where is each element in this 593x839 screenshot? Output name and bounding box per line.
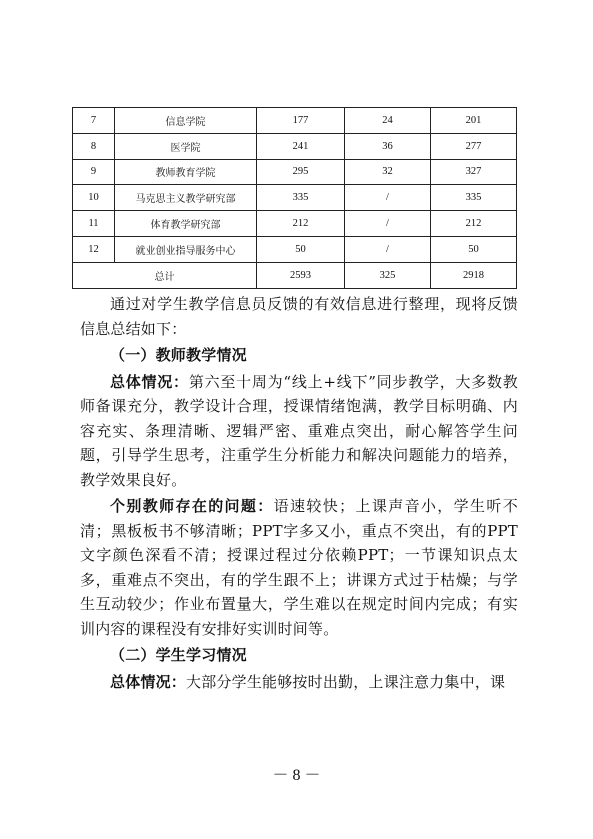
- count-total: 212: [431, 211, 517, 237]
- table-total-row: [73, 262, 517, 288]
- count-b: /: [345, 185, 431, 211]
- table-row: [73, 108, 517, 134]
- count-total: 50: [431, 236, 517, 262]
- row-number: 8: [73, 133, 115, 159]
- count-total: 327: [431, 159, 517, 185]
- intro-paragraph: 通过对学生教学信息员反馈的有效信息进行整理，现将反馈信息总结如下：: [80, 295, 518, 338]
- table-row: [73, 185, 517, 211]
- department-name: 马克思主义教学研究部: [115, 185, 257, 211]
- overall-text: 大部分学生能够按时出勤，上课注意力集中，课: [186, 672, 506, 691]
- teaching-overall-paragraph: [80, 370, 518, 493]
- count-b: /: [345, 236, 431, 262]
- overall-label: 总体情况：: [110, 672, 187, 691]
- count-total: 201: [431, 108, 517, 134]
- row-number: 12: [73, 236, 115, 262]
- count-b: 32: [345, 159, 431, 185]
- total-c: 2918: [431, 262, 517, 288]
- department-name: 教师教育学院: [115, 159, 257, 185]
- table-row: [73, 211, 517, 237]
- problems-label: 个别教师存在的问题：: [110, 497, 274, 515]
- overall-label: 总体情况：: [110, 372, 189, 391]
- teaching-problems-paragraph: [80, 494, 518, 641]
- count-b: 24: [345, 108, 431, 134]
- total-b: 325: [345, 262, 431, 288]
- count-b: 36: [345, 133, 431, 159]
- document-body: [80, 292, 518, 694]
- count-a: 335: [257, 185, 345, 211]
- department-name: 医学院: [115, 133, 257, 159]
- row-number: 10: [73, 185, 115, 211]
- total-label: 总计: [73, 262, 257, 288]
- department-name: 就业创业指导服务中心: [115, 236, 257, 262]
- row-number: 7: [73, 108, 115, 134]
- section-heading-learning: （二）学生学习情况: [110, 646, 247, 664]
- table-row: [73, 133, 517, 159]
- count-a: 50: [257, 236, 345, 262]
- department-name: 体育教学研究部: [115, 211, 257, 237]
- department-name: 信息学院: [115, 108, 257, 134]
- count-total: 277: [431, 133, 517, 159]
- learning-overall-paragraph: [80, 670, 518, 695]
- row-number: 9: [73, 159, 115, 185]
- section-heading-teaching: （一）教师教学情况: [110, 346, 247, 364]
- table-row: [73, 236, 517, 262]
- problems-text: 语速较快；上课声音小，学生听不清；黑板板书不够清晰；PPT字多又小，重点不突出，有的PPT文字颜色深看不清；授课过程过分依赖PPT；一节课知识点太多，重难点不突出，有的学生跟不上；讲课方式过于枯燥；与学生互动较少；作业布置量大，学生难以在规定时间内完成；有实训内容的课程没有安排好实训时间等。: [80, 497, 518, 638]
- row-number: 11: [73, 211, 115, 237]
- count-a: 295: [257, 159, 345, 185]
- overall-text: 第六至十周为“线上+线下”同步教学，大多数教师备课充分，教学设计合理，授课情绪饱满，教学目标明确、内容充实、条理清晰、逻辑严密、重难点突出，耐心解答学生问题，引导学生思考，注重学生分析能力和解决问题能力的培养，教学效果良好。: [80, 372, 518, 489]
- table-body: [73, 108, 517, 289]
- page-number: － 8 －: [272, 767, 321, 784]
- count-b: /: [345, 211, 431, 237]
- count-a: 177: [257, 108, 345, 134]
- count-a: 212: [257, 211, 345, 237]
- table-row: [73, 159, 517, 185]
- count-total: 335: [431, 185, 517, 211]
- statistics-table: [72, 107, 517, 289]
- count-a: 241: [257, 133, 345, 159]
- total-a: 2593: [257, 262, 345, 288]
